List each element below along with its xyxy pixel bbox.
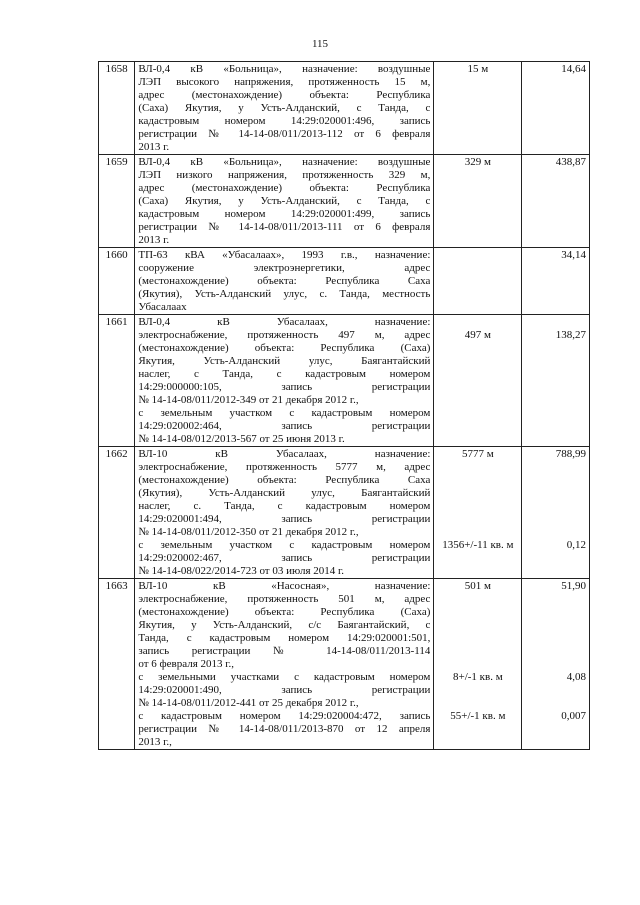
description-line: Якутия, у Усть-Алданский, с/с Баягантайский, с (138, 619, 431, 631)
spacer (437, 736, 518, 749)
object-value (522, 248, 590, 315)
size-text: 1356+/-11 кв. м (442, 539, 514, 551)
property-registry-table (98, 61, 590, 750)
table-row (99, 447, 590, 579)
object-size (434, 248, 522, 315)
spacer (437, 221, 518, 234)
size-segment (437, 156, 518, 247)
spacer (437, 89, 518, 102)
size-text: 329 м (464, 156, 491, 168)
spacer (437, 487, 518, 500)
spacer (525, 407, 586, 420)
value-text: 0,12 (566, 539, 586, 551)
spacer (437, 645, 518, 658)
spacer (525, 461, 586, 474)
spacer (437, 288, 518, 301)
description-line: (Саха) Якутия, у Усть-Алданский, с Танда, с (138, 102, 431, 114)
registry-body (99, 62, 590, 750)
object-size (434, 155, 522, 248)
description-line: с кадастровым номером 14:29:020004:472, запись (138, 710, 431, 722)
spacer (525, 684, 586, 697)
spacer (437, 394, 518, 407)
spacer (525, 128, 586, 141)
size-segment (437, 249, 518, 314)
page-number: 115 (311, 38, 329, 50)
spacer (437, 619, 518, 632)
spacer (525, 76, 586, 89)
description-line: от 6 февраля 2013 г., (138, 658, 235, 670)
spacer (437, 195, 518, 208)
spacer (525, 736, 586, 749)
spacer (437, 407, 518, 420)
description-segment (138, 407, 430, 446)
description-line: № 14-14-08/011/2012-350 от 21 декабря 2012 г., (138, 526, 359, 538)
spacer (525, 619, 586, 632)
description-line: Танда, с кадастровым номером 14:29:020001:501, (138, 632, 431, 644)
value-segment (525, 580, 586, 671)
row-number: 1661 (99, 315, 135, 447)
spacer (437, 141, 518, 154)
value-segment (525, 448, 586, 539)
spacer (525, 526, 586, 539)
value-text: 788,99 (555, 448, 586, 460)
spacer (525, 381, 586, 394)
value-text: 438,87 (555, 156, 586, 168)
description-line: регистрации № 14-14-08/011/2013-112 от 6 февраля (138, 128, 431, 140)
spacer (525, 288, 586, 301)
spacer (525, 593, 586, 606)
spacer (525, 433, 586, 446)
description-line: (местонахождение) объекта: Республика (Саха) (138, 606, 431, 618)
spacer (525, 697, 586, 710)
description-line: № 14-14-08/011/2012-349 от 21 декабря 2012 г., (138, 394, 359, 406)
spacer (437, 102, 518, 115)
spacer (437, 420, 518, 433)
description-line: № 14-14-08/011/2012-441 от 25 декабря 2012 г., (138, 697, 359, 709)
description-line: (местонахождение) объекта: Республика Саха (138, 474, 431, 486)
description-line: ВЛ-0,4 кВ Убасалаах, назначение: (138, 316, 431, 328)
object-value (522, 315, 590, 447)
spacer (437, 552, 518, 565)
description-line: ЛЭП низкого напряжения, протяженность 329 м, (138, 169, 431, 181)
description-segment (138, 316, 430, 407)
value-segment (525, 710, 586, 749)
spacer (437, 76, 518, 89)
object-value (522, 155, 590, 248)
spacer (525, 500, 586, 513)
description-line: с земельным участком с кадастровым номером (138, 407, 431, 419)
object-value (522, 579, 590, 750)
object-value (522, 447, 590, 579)
size-text (437, 249, 518, 262)
spacer (437, 262, 518, 275)
description-segment (138, 63, 430, 154)
description-line: ВЛ-10 кВ Убасалаах, назначение: (138, 448, 431, 460)
spacer (525, 115, 586, 128)
size-segment (437, 580, 518, 671)
description-line: 14:29:020001:494, запись регистрации (138, 513, 431, 525)
spacer (525, 208, 586, 221)
value-segment (525, 156, 586, 247)
object-description (135, 155, 434, 248)
size-segment (437, 671, 518, 710)
description-segment (138, 249, 430, 314)
spacer (437, 565, 518, 578)
description-line: ЛЭП высокого напряжения, протяженность 15 м, (138, 76, 431, 88)
spacer (525, 195, 586, 208)
value-text: 4,08 (566, 671, 586, 683)
spacer (437, 684, 518, 697)
description-line: (местонахождение) объекта: Республика (Саха) (138, 342, 431, 354)
size-segment (437, 710, 518, 749)
table-row (99, 315, 590, 447)
description-segment (138, 539, 430, 578)
object-description (135, 248, 434, 315)
value-segment (525, 249, 586, 314)
spacer (525, 513, 586, 526)
description-line: 14:29:020002:467, запись регистрации (138, 552, 431, 564)
description-line: 2013 г. (138, 234, 170, 246)
size-text: 55+/-1 кв. м (450, 710, 506, 722)
spacer (525, 658, 586, 671)
size-segment (437, 63, 518, 154)
description-segment (138, 671, 430, 710)
value-segment (525, 671, 586, 710)
spacer (525, 645, 586, 658)
value-text: 138,27 (555, 329, 586, 341)
spacer (525, 89, 586, 102)
description-line: (Саха) Якутия, у Усть-Алданский, с Танда, с (138, 195, 431, 207)
description-segment (138, 710, 430, 749)
spacer (437, 355, 518, 368)
value-segment (525, 407, 586, 446)
object-size (434, 579, 522, 750)
spacer (437, 500, 518, 513)
spacer (437, 697, 518, 710)
spacer (525, 487, 586, 500)
table-row (99, 248, 590, 315)
size-text: 15 м (467, 63, 489, 75)
row-number: 1660 (99, 248, 135, 315)
row-number: 1659 (99, 155, 135, 248)
description-line: № 14-14-08/012/2013-567 от 25 июня 2013 г. (138, 433, 345, 445)
description-line: Убасалаах (138, 301, 187, 313)
size-segment (437, 448, 518, 539)
description-line: электроснабжение, протяженность 5777 м, адрес (138, 461, 431, 473)
value-text: 14,64 (561, 63, 586, 75)
object-size (434, 447, 522, 579)
table-row (99, 155, 590, 248)
spacer (525, 102, 586, 115)
description-line: запись регистрации № 14-14-08/011/2013-114 (138, 645, 431, 657)
spacer (525, 301, 586, 314)
spacer (525, 420, 586, 433)
spacer (525, 275, 586, 288)
description-line: кадастровым номером 14:29:020001:499, запись (138, 208, 431, 220)
spacer (437, 342, 518, 355)
spacer (437, 128, 518, 141)
description-line: ВЛ-10 кВ «Насосная», назначение: (138, 580, 431, 592)
value-segment (525, 539, 586, 578)
value-text: 51,90 (561, 580, 586, 592)
spacer (525, 355, 586, 368)
description-line: электроснабжение, протяженность 501 м, адрес (138, 593, 431, 605)
description-line: 14:29:000000:105, запись регистрации (138, 381, 431, 393)
description-line: 14:29:020002:464, запись регистрации (138, 420, 431, 432)
spacer (437, 658, 518, 671)
object-size (434, 315, 522, 447)
spacer (525, 169, 586, 182)
description-line: наслег, с Танда, с кадастровым номером (138, 368, 431, 380)
description-line: № 14-14-08/022/2014-723 от 03 июля 2014 г. (138, 565, 345, 577)
description-line: Якутия, Усть-Алданский улус, Баягантайский (138, 355, 431, 367)
value-segment (525, 316, 586, 407)
spacer (437, 513, 518, 526)
size-segment (437, 539, 518, 578)
object-size (434, 62, 522, 155)
description-line: регистрации № 14-14-08/011/2013-870 от 12 апреля (138, 723, 431, 735)
description-line: с земельным участком с кадастровым номером (138, 539, 431, 551)
table-row (99, 579, 590, 750)
spacer (437, 115, 518, 128)
spacer (525, 182, 586, 195)
spacer (525, 262, 586, 275)
size-segment (437, 316, 518, 407)
spacer (437, 301, 518, 314)
spacer (437, 381, 518, 394)
description-line: ТП-63 кВА «Убасалаах», 1993 г.в., назначение: (138, 249, 431, 261)
description-line: 2013 г., (138, 736, 172, 748)
row-number: 1663 (99, 579, 135, 750)
size-text: 5777 м (461, 448, 494, 460)
spacer (525, 368, 586, 381)
description-line: 14:29:020001:490, запись регистрации (138, 684, 431, 696)
description-line: с земельными участками с кадастровым номером (138, 671, 431, 683)
spacer (525, 342, 586, 355)
spacer (437, 182, 518, 195)
value-text: 34,14 (561, 249, 586, 261)
spacer (437, 316, 518, 329)
description-line: регистрации № 14-14-08/011/2013-111 от 6 февраля (138, 221, 431, 233)
row-number: 1662 (99, 447, 135, 579)
object-description (135, 315, 434, 447)
description-line: ВЛ-0,4 кВ «Больница», назначение: воздушные (138, 156, 431, 168)
value-text: 0,007 (561, 710, 586, 722)
description-line: ВЛ-0,4 кВ «Больница», назначение: воздушные (138, 63, 431, 75)
spacer (525, 474, 586, 487)
description-line: адрес (местонахождение) объекта: Республика (138, 89, 431, 101)
value-segment (525, 63, 586, 154)
spacer (437, 433, 518, 446)
description-line: электроснабжение, протяженность 497 м, адрес (138, 329, 431, 341)
description-line: 2013 г. (138, 141, 170, 153)
spacer (525, 394, 586, 407)
object-description (135, 579, 434, 750)
spacer (525, 316, 586, 329)
size-text: 8+/-1 кв. м (453, 671, 503, 683)
spacer (437, 632, 518, 645)
description-segment (138, 580, 430, 671)
description-line: (Якутия), Усть-Алданский улус, Баягантайский (138, 487, 431, 499)
description-line: (местонахождение) объекта: Республика Саха (138, 275, 431, 287)
description-segment (138, 156, 430, 247)
object-description (135, 62, 434, 155)
description-line: кадастровым номером 14:29:020001:496, запись (138, 115, 431, 127)
description-line: (Якутия), Усть-Алданский улус, с. Танда, местность (138, 288, 431, 300)
table-row (99, 62, 590, 155)
description-segment (138, 448, 430, 539)
size-text: 497 м (464, 329, 491, 341)
description-line: сооружение электроэнергетики, адрес (138, 262, 431, 274)
description-line: адрес (местонахождение) объекта: Республика (138, 182, 431, 194)
spacer (525, 565, 586, 578)
row-number: 1658 (99, 62, 135, 155)
spacer (437, 593, 518, 606)
spacer (437, 474, 518, 487)
spacer (437, 461, 518, 474)
spacer (525, 632, 586, 645)
spacer (437, 169, 518, 182)
spacer (437, 606, 518, 619)
spacer (525, 141, 586, 154)
object-description (135, 447, 434, 579)
spacer (525, 234, 586, 247)
spacer (437, 723, 518, 736)
description-line: наслег, с. Танда, с кадастровым номером (138, 500, 431, 512)
spacer (525, 606, 586, 619)
object-value (522, 62, 590, 155)
spacer (437, 526, 518, 539)
spacer (525, 723, 586, 736)
spacer (437, 275, 518, 288)
spacer (525, 221, 586, 234)
size-segment (437, 407, 518, 446)
spacer (437, 368, 518, 381)
spacer (525, 552, 586, 565)
size-text: 501 м (464, 580, 491, 592)
spacer (437, 234, 518, 247)
spacer (437, 208, 518, 221)
